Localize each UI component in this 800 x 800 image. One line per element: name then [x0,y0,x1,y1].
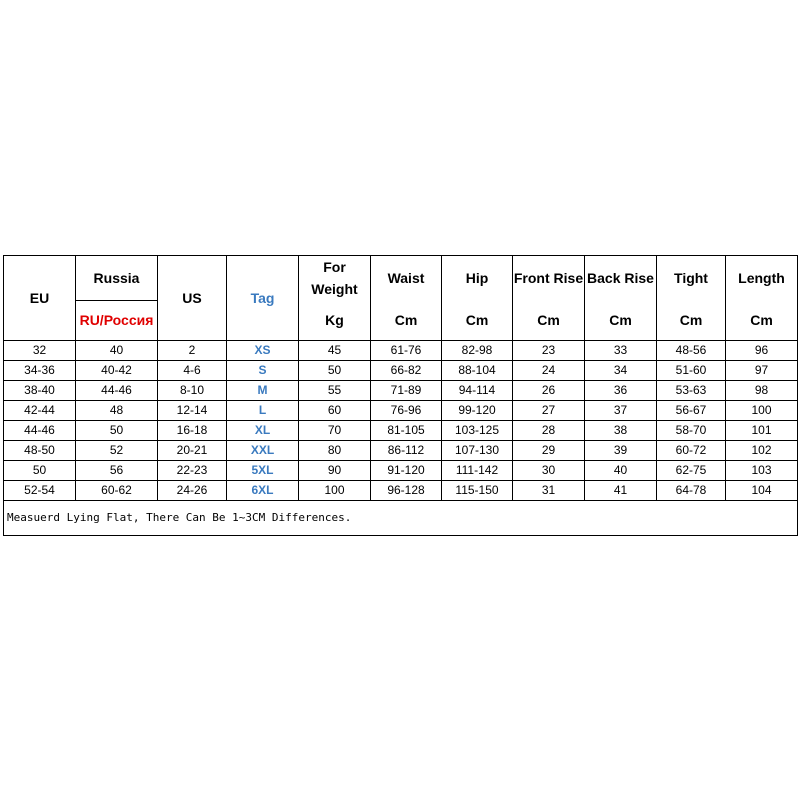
cell-weight: 60 [299,400,371,420]
cell-us: 2 [158,340,227,360]
cell-tight: 58-70 [657,420,726,440]
cell-eu: 48-50 [4,440,76,460]
cell-hip: 88-104 [442,360,513,380]
cell-tight: 53-63 [657,380,726,400]
note-row [4,500,798,535]
header-row-units [4,300,798,340]
cell-length: 97 [726,360,798,380]
cell-length: 100 [726,400,798,420]
cell-ru: 40 [76,340,158,360]
header-waist: Waist [371,256,442,301]
cell-back: 41 [585,480,657,500]
table-row [4,360,798,380]
cell-ru: 50 [76,420,158,440]
size-table [3,255,798,536]
cell-eu: 52-54 [4,480,76,500]
table-row [4,460,798,480]
cell-waist: 91-120 [371,460,442,480]
cell-ru: 52 [76,440,158,460]
cell-ru: 44-46 [76,380,158,400]
cell-eu: 38-40 [4,380,76,400]
cell-tag: XS [227,340,299,360]
cell-tight: 64-78 [657,480,726,500]
cell-length: 96 [726,340,798,360]
cell-us: 24-26 [158,480,227,500]
cell-eu: 44-46 [4,420,76,440]
cell-back: 34 [585,360,657,380]
cell-us: 4-6 [158,360,227,380]
table-row [4,340,798,360]
cell-hip: 107-130 [442,440,513,460]
cell-weight: 100 [299,480,371,500]
cell-tag: 6XL [227,480,299,500]
cell-tag: M [227,380,299,400]
cell-waist: 76-96 [371,400,442,420]
table-row [4,440,798,460]
cell-tight: 51-60 [657,360,726,380]
cell-length: 98 [726,380,798,400]
table-row [4,380,798,400]
cell-tag: S [227,360,299,380]
header-weight: For Weight [299,256,371,301]
cell-front: 29 [513,440,585,460]
cell-tight: 62-75 [657,460,726,480]
cell-hip: 103-125 [442,420,513,440]
unit-waist: Cm [371,300,442,340]
cell-weight: 45 [299,340,371,360]
cell-weight: 50 [299,360,371,380]
cell-ru: 40-42 [76,360,158,380]
cell-waist: 81-105 [371,420,442,440]
table-row [4,480,798,500]
cell-back: 33 [585,340,657,360]
cell-ru: 60-62 [76,480,158,500]
cell-ru: 48 [76,400,158,420]
unit-length: Cm [726,300,798,340]
cell-us: 12-14 [158,400,227,420]
header-row-top [4,256,798,301]
cell-hip: 99-120 [442,400,513,420]
cell-length: 104 [726,480,798,500]
size-chart [3,255,797,536]
cell-eu: 34-36 [4,360,76,380]
header-russia: Russia [76,256,158,301]
cell-tag: XXL [227,440,299,460]
unit-hip: Cm [442,300,513,340]
cell-waist: 96-128 [371,480,442,500]
cell-front: 30 [513,460,585,480]
header-us: US [158,256,227,341]
table-row [4,420,798,440]
cell-tight: 60-72 [657,440,726,460]
cell-back: 39 [585,440,657,460]
cell-front: 24 [513,360,585,380]
header-front-rise: Front Rise [513,256,585,301]
header-eu: EU [4,256,76,341]
cell-back: 36 [585,380,657,400]
cell-front: 31 [513,480,585,500]
unit-weight: Kg [299,300,371,340]
cell-front: 23 [513,340,585,360]
cell-back: 37 [585,400,657,420]
cell-waist: 61-76 [371,340,442,360]
cell-tag: XL [227,420,299,440]
cell-tight: 48-56 [657,340,726,360]
header-back-rise: Back Rise [585,256,657,301]
cell-hip: 115-150 [442,480,513,500]
cell-waist: 71-89 [371,380,442,400]
cell-eu: 50 [4,460,76,480]
cell-back: 38 [585,420,657,440]
unit-tight: Cm [657,300,726,340]
cell-hip: 82-98 [442,340,513,360]
cell-waist: 66-82 [371,360,442,380]
cell-tag: L [227,400,299,420]
cell-weight: 70 [299,420,371,440]
cell-hip: 111-142 [442,460,513,480]
cell-length: 102 [726,440,798,460]
header-tight: Tight [657,256,726,301]
unit-back-rise: Cm [585,300,657,340]
cell-us: 8-10 [158,380,227,400]
header-tag: Tag [227,256,299,341]
cell-us: 16-18 [158,420,227,440]
header-russia-sub: RU/Россия [76,300,158,340]
header-hip: Hip [442,256,513,301]
cell-length: 103 [726,460,798,480]
cell-front: 27 [513,400,585,420]
cell-hip: 94-114 [442,380,513,400]
cell-eu: 42-44 [4,400,76,420]
cell-tag: 5XL [227,460,299,480]
table-row [4,400,798,420]
cell-us: 20-21 [158,440,227,460]
cell-front: 28 [513,420,585,440]
cell-length: 101 [726,420,798,440]
cell-weight: 90 [299,460,371,480]
unit-front-rise: Cm [513,300,585,340]
measurement-note: Measuerd Lying Flat, There Can Be 1~3CM Differences. [4,500,798,535]
cell-ru: 56 [76,460,158,480]
cell-back: 40 [585,460,657,480]
cell-eu: 32 [4,340,76,360]
header-length: Length [726,256,798,301]
cell-weight: 55 [299,380,371,400]
cell-weight: 80 [299,440,371,460]
cell-front: 26 [513,380,585,400]
cell-waist: 86-112 [371,440,442,460]
cell-tight: 56-67 [657,400,726,420]
cell-us: 22-23 [158,460,227,480]
